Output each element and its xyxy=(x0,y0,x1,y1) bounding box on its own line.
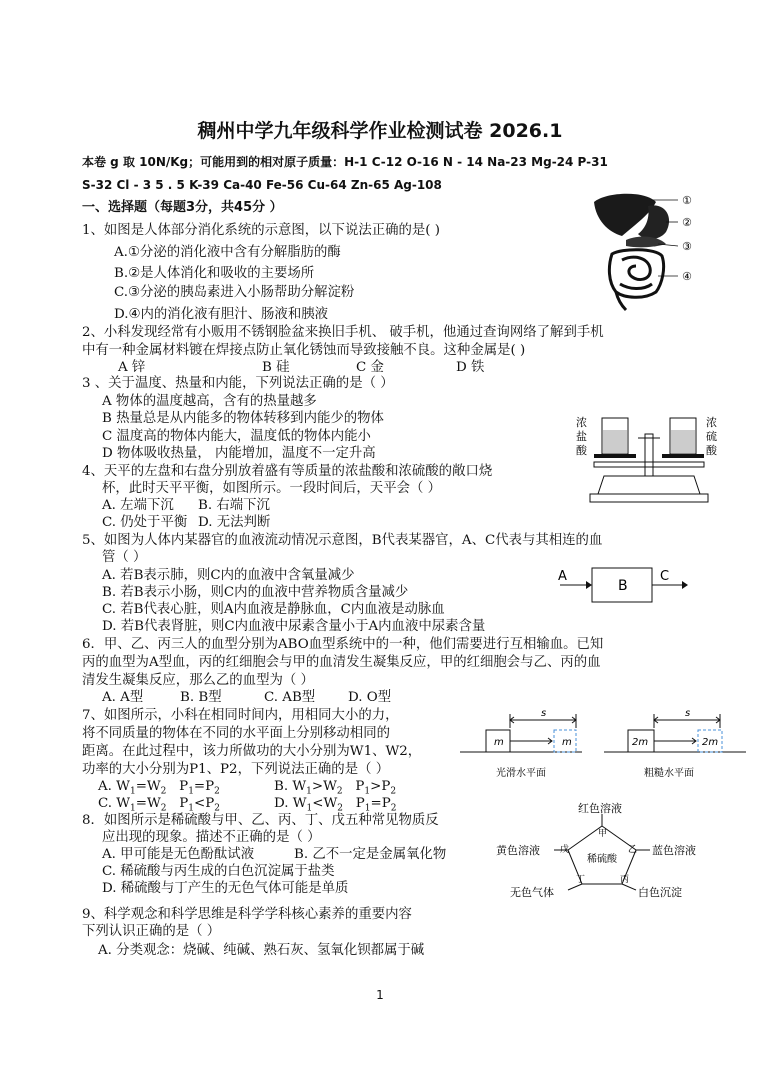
block-2m-start: 2m xyxy=(632,737,649,748)
q2-line-2: 中有一种金属材料镀在焊接点防止氧化锈蚀而导致接触不良。这种金属是( ) xyxy=(82,343,526,358)
q1-label-4: ④ xyxy=(682,270,692,283)
node-yi: 乙 xyxy=(628,845,638,855)
q6-line-3: 清发生凝集反应，那么乙的血型为（ ） xyxy=(82,673,314,688)
q6-option-c: C. AB型 xyxy=(264,690,316,705)
result-top: 红色溶液 xyxy=(578,802,622,815)
q2-option-c: C 金 xyxy=(356,360,384,375)
q7-option-d: D. $W_1<W_2$ $P_1=P_2$ xyxy=(274,796,397,814)
node-wu: 戊 xyxy=(560,845,570,855)
q3-option-c: C 温度高的物体内能大，温度低的物体内能小 xyxy=(102,429,371,444)
right-label-3: 酸 xyxy=(706,444,717,457)
q4-line-2: 杯，此时天平平衡，如图所示。一段时间后，天平会（ ） xyxy=(102,481,442,496)
q6-line-1: 6．甲、乙、丙三人的血型分别为ABO血型系统中的一种，他们需要进行互相输血。已知 xyxy=(82,637,604,652)
q4-option-a: A. 左端下沉 xyxy=(102,498,174,513)
vessel-a-label: A xyxy=(558,569,567,584)
q1-stem: 1、如图是人体部分消化系统的示意图，以下说法正确的是( ) xyxy=(82,223,440,238)
node-ding: 丁 xyxy=(576,875,586,885)
q8-option-c: C. 稀硫酸与丙生成的白色沉淀属于盐类 xyxy=(102,864,335,879)
q4-option-b: B. 右端下沉 xyxy=(198,498,270,513)
blood-flow-diagram xyxy=(556,564,692,604)
q6-option-b: B. B型 xyxy=(180,690,222,705)
result-right: 蓝色溶液 xyxy=(652,844,696,857)
section-heading: 一、选择题（每题3分，共45分 ） xyxy=(82,200,283,215)
left-label-1: 浓 xyxy=(576,416,587,429)
q8-option-b: B. 乙不一定是金属氧化物 xyxy=(294,847,447,862)
q4-line-1: 4、天平的左盘和右盘分别放着盛有等质量的浓盐酸和浓硫酸的敞口烧 xyxy=(82,464,493,479)
node-bing: 丙 xyxy=(620,875,630,885)
q3-option-b: B 热量总是从内能多的物体转移到内能少的物体 xyxy=(102,411,384,426)
q5-line-1: 5、如图为人体内某器官的血液流动情况示意图，B代表某器官，A、C代表与其相连的血 xyxy=(82,533,603,548)
q8-option-d: D. 稀硫酸与丁产生的无色气体可能是单质 xyxy=(102,881,349,896)
q1-option-c: C.③分泌的胰岛素进入小肠帮助分解淀粉 xyxy=(114,285,355,300)
q1-label-1: ① xyxy=(682,194,692,207)
block-m-end: m xyxy=(562,737,572,748)
result-left: 黄色溶液 xyxy=(496,844,540,857)
distance-label-2: s xyxy=(685,708,691,719)
constants-line-1: 本卷 g 取 10N/Kg；可能用到的相对原子质量：H-1 C-12 O-16 N - 14 Na-23 Mg-24 P-31 xyxy=(82,155,608,169)
q5-option-d: D. 若B代表肾脏，则C内血液中尿素含量小于A内血液中尿素含量 xyxy=(102,619,486,634)
right-label-1: 浓 xyxy=(706,416,717,429)
q8-line-1: 8．如图所示是稀硫酸与甲、乙、丙、丁、戊五种常见物质反 xyxy=(82,813,439,828)
q2-option-a: A 锌 xyxy=(118,360,146,375)
sulfuric-acid-pentagon xyxy=(494,800,734,904)
q9-line-2: 下列认识正确的是（ ） xyxy=(82,924,221,939)
q1-option-a: A.①分泌的消化液中含有分解脂肪的酶 xyxy=(114,245,341,260)
q3-option-d: D 物体吸收热量， 内能增加，温度不一定升高 xyxy=(102,446,376,461)
q1-option-b: B.②是人体消化和吸收的主要场所 xyxy=(114,266,315,281)
q3-stem: 3 、关于温度、热量和内能，下列说法正确的是（ ） xyxy=(82,376,394,391)
rough-surface-caption: 粗糙水平面 xyxy=(644,768,694,779)
q7-line-1: 7、如图所示，小科在相同时间内，用相同大小的力， xyxy=(82,708,399,723)
page-number: 1 xyxy=(376,988,384,1002)
q1-label-3: ③ xyxy=(682,240,692,253)
q2-option-b: B 硅 xyxy=(262,360,290,375)
q8-option-a: A. 甲可能是无色酚酞试液 xyxy=(102,847,255,862)
distance-label: s xyxy=(541,708,547,719)
q2-line-1: 2、小科发现经常有小贩用不锈钢脸盆来换旧手机、 破手机，他通过查询网络了解到手机 xyxy=(82,325,604,340)
q6-option-a: A. A型 xyxy=(102,690,144,705)
q8-line-2: 应出现的现象。描述不正确的是（ ） xyxy=(102,830,321,845)
q1-option-d: D.④内的消化液有胆汁、肠液和胰液 xyxy=(114,307,328,322)
q7-line-3: 距离。在此过程中，该力所做功的大小分别为W1、W2， xyxy=(82,744,422,759)
q9-line-1: 9、科学观念和科学思维是科学学科核心素养的重要内容 xyxy=(82,907,412,922)
q7-line-4: 功率的大小分别为P1、P2，下列说法正确的是（ ） xyxy=(82,762,390,777)
pentagon-center: 稀硫酸 xyxy=(587,854,617,865)
left-label-3: 酸 xyxy=(576,444,587,457)
rough-surface-figure xyxy=(600,706,750,784)
block-m-start: m xyxy=(494,737,504,748)
left-label-2: 盐 xyxy=(576,430,587,443)
block-2m-end: 2m xyxy=(702,737,719,748)
smooth-surface-caption: 光滑水平面 xyxy=(496,768,546,779)
q5-option-b: B. 若B表示小肠，则C内的血液中营养物质含量减少 xyxy=(102,585,409,600)
q3-option-a: A 物体的温度越高，含有的热量越多 xyxy=(102,394,317,409)
q7-option-a: A. $W_1=W_2$ $P_1=P_2$ xyxy=(98,779,220,797)
q4-option-d: D. 无法判断 xyxy=(198,515,271,530)
result-bottom-right: 白色沉淀 xyxy=(638,886,682,899)
q9-option-a: A. 分类观念：烧碱、纯碱、熟石灰、氢氧化钡都属于碱 xyxy=(98,943,425,958)
page-title: 稠州中学九年级科学作业检测试卷 2026.1 xyxy=(197,120,563,142)
balance-figure xyxy=(574,414,724,506)
smooth-surface-figure xyxy=(456,706,586,784)
constants-line-2: S-32 Cl - 3 5 . 5 K-39 Ca-40 Fe-56 Cu-64 Zn-65 Ag-108 xyxy=(82,178,442,192)
node-jia: 甲 xyxy=(598,829,608,839)
organ-b-label: B xyxy=(618,578,628,594)
vessel-c-label: C xyxy=(660,569,670,584)
q2-option-d: D 铁 xyxy=(456,360,485,375)
q5-line-2: 管（ ） xyxy=(102,550,147,565)
q7-option-c: C. $W_1=W_2$ $P_1<P_2$ xyxy=(98,796,220,814)
result-bottom-left: 无色气体 xyxy=(510,886,554,899)
q6-option-d: D. O型 xyxy=(348,690,392,705)
right-label-2: 硫 xyxy=(706,430,717,443)
q5-option-a: A. 若B表示肺，则C内的血液中含氧量减少 xyxy=(102,568,355,583)
q5-option-c: C. 若B代表心脏，则A内血液是静脉血，C内血液是动脉血 xyxy=(102,602,445,617)
q4-option-c: C. 仍处于平衡 xyxy=(102,515,188,530)
digestive-system-figure xyxy=(586,188,696,314)
q6-line-2: 丙的血型为A型血，丙的红细胞会与甲的血清发生凝集反应，甲的红细胞会与乙、丙的血 xyxy=(82,655,601,670)
q7-option-b: B. $W_1>W_2$ $P_1>P_2$ xyxy=(274,779,397,797)
q7-line-2: 将不同质量的物体在不同的水平面上分别移动相同的 xyxy=(82,726,390,741)
q1-label-2: ② xyxy=(682,216,692,229)
